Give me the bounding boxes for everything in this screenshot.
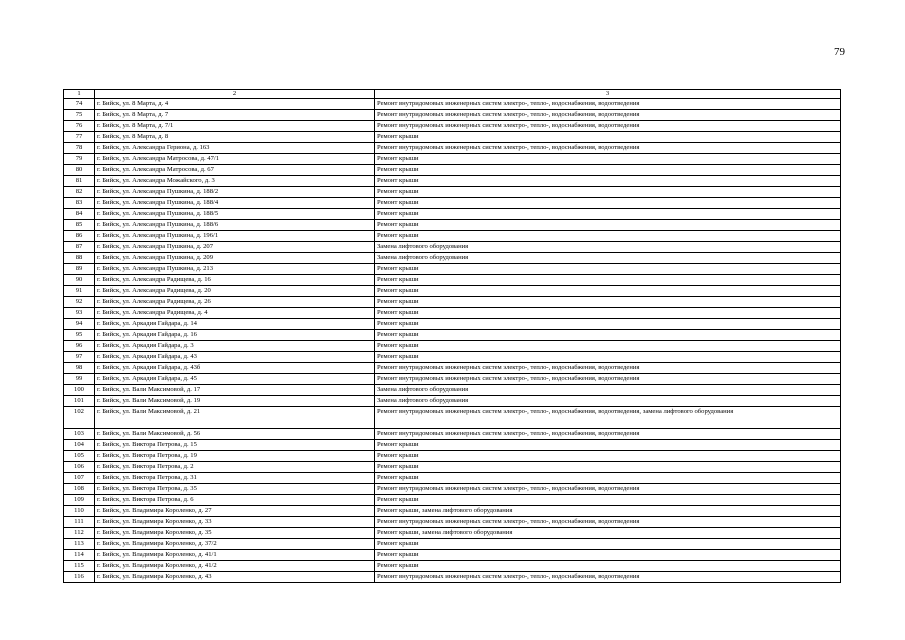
table-row: [64, 506, 841, 517]
address-cell: г. Бийск, ул. Александра Пушкина, д. 188/5: [95, 209, 375, 220]
row-number-cell: 108: [64, 484, 95, 495]
address-cell: г. Бийск, ул. Аркадия Гайдара, д. 3: [95, 341, 375, 352]
row-number-cell: 85: [64, 220, 95, 231]
work-type-cell: Ремонт крыши: [375, 209, 841, 220]
address-cell: г. Бийск, ул. Аркадия Гайдара, д. 45: [95, 374, 375, 385]
address-cell: г. Бийск, ул. Владимира Короленко, д. 33: [95, 517, 375, 528]
row-number-cell: 84: [64, 209, 95, 220]
address-cell: г. Бийск, ул. Александра Матросова, д. 67: [95, 165, 375, 176]
address-cell: г. Бийск, ул. 8 Марта, д. 4: [95, 99, 375, 110]
address-cell: г. Бийск, ул. Аркадия Гайдара, д. 14: [95, 319, 375, 330]
row-number-cell: 102: [64, 407, 95, 429]
table-row: [64, 209, 841, 220]
row-number-cell: 78: [64, 143, 95, 154]
row-number-cell: 92: [64, 297, 95, 308]
table-row: [64, 572, 841, 583]
row-number-cell: 99: [64, 374, 95, 385]
table-row: [64, 286, 841, 297]
table-row: [64, 99, 841, 110]
work-type-cell: Ремонт крыши: [375, 330, 841, 341]
table-row: [64, 110, 841, 121]
address-cell: г. Бийск, ул. Александра Пушкина, д. 188/2: [95, 187, 375, 198]
address-cell: г. Бийск, ул. Александра Пушкина, д. 213: [95, 264, 375, 275]
table-row: [64, 528, 841, 539]
work-type-cell: Ремонт крыши: [375, 341, 841, 352]
work-type-cell: Ремонт крыши: [375, 462, 841, 473]
table-row: [64, 154, 841, 165]
work-type-cell: Ремонт крыши: [375, 297, 841, 308]
table-row: [64, 330, 841, 341]
address-cell: г. Бийск, ул. Александра Радищева, д. 26: [95, 297, 375, 308]
address-cell: г. Бийск, ул. Вали Максимовой, д. 21: [95, 407, 375, 429]
table-row: [64, 187, 841, 198]
table-row: [64, 396, 841, 407]
address-cell: г. Бийск, ул. Владимира Короленко, д. 41/1: [95, 550, 375, 561]
table-row: [64, 231, 841, 242]
address-cell: г. Бийск, ул. Александра Пушкина, д. 209: [95, 253, 375, 264]
row-number-cell: 107: [64, 473, 95, 484]
address-cell: г. Бийск, ул. Виктора Петрова, д. 19: [95, 451, 375, 462]
table-row: [64, 121, 841, 132]
row-number-cell: 98: [64, 363, 95, 374]
table-row: [64, 495, 841, 506]
row-number-cell: 74: [64, 99, 95, 110]
work-type-cell: Ремонт внутридомовых инженерных систем электро-, тепло-, водоснабжения, водоотведения: [375, 110, 841, 121]
table-row: [64, 319, 841, 330]
work-type-cell: Ремонт крыши: [375, 187, 841, 198]
work-type-cell: Ремонт крыши: [375, 220, 841, 231]
table-row: [64, 561, 841, 572]
work-type-cell: Ремонт крыши: [375, 352, 841, 363]
column-header-number: 1: [64, 90, 95, 99]
table-row: [64, 264, 841, 275]
work-type-cell: Ремонт крыши: [375, 275, 841, 286]
address-cell: г. Бийск, ул. 8 Марта, д. 7/1: [95, 121, 375, 132]
address-cell: г. Бийск, ул. Аркадия Гайдара, д. 43: [95, 352, 375, 363]
work-type-cell: Замена лифтового оборудования: [375, 385, 841, 396]
table-row: [64, 440, 841, 451]
row-number-cell: 100: [64, 385, 95, 396]
row-number-cell: 113: [64, 539, 95, 550]
row-number-cell: 109: [64, 495, 95, 506]
table-row: [64, 242, 841, 253]
work-type-cell: Ремонт внутридомовых инженерных систем электро-, тепло-, водоснабжения, водоотведения: [375, 143, 841, 154]
row-number-cell: 75: [64, 110, 95, 121]
address-cell: г. Бийск, ул. Александра Радищева, д. 16: [95, 275, 375, 286]
work-type-cell: Ремонт крыши: [375, 495, 841, 506]
work-type-cell: Ремонт внутридомовых инженерных систем электро-, тепло-, водоснабжения, водоотведения: [375, 517, 841, 528]
work-type-cell: Замена лифтового оборудования: [375, 253, 841, 264]
address-cell: г. Бийск, ул. Александра Гериона, д. 163: [95, 143, 375, 154]
work-type-cell: Ремонт крыши, замена лифтового оборудования: [375, 506, 841, 517]
address-cell: г. Бийск, ул. Аркадия Гайдара, д. 16: [95, 330, 375, 341]
address-cell: г. Бийск, ул. Александра Пушкина, д. 188/4: [95, 198, 375, 209]
table-row: [64, 539, 841, 550]
work-type-cell: Ремонт крыши: [375, 165, 841, 176]
table-header-row: [64, 90, 841, 99]
address-cell: г. Бийск, ул. Владимира Короленко, д. 27: [95, 506, 375, 517]
work-type-cell: Ремонт крыши: [375, 154, 841, 165]
row-number-cell: 97: [64, 352, 95, 363]
work-type-cell: Ремонт крыши: [375, 473, 841, 484]
table-row: [64, 363, 841, 374]
table-row: [64, 198, 841, 209]
address-cell: г. Бийск, ул. Александра Радищева, д. 20: [95, 286, 375, 297]
work-type-cell: Ремонт крыши: [375, 539, 841, 550]
table-row: [64, 517, 841, 528]
address-cell: г. Бийск, ул. Вали Максимовой, д. 56: [95, 429, 375, 440]
table-row: [64, 429, 841, 440]
table-row: [64, 253, 841, 264]
row-number-cell: 114: [64, 550, 95, 561]
table-row: [64, 143, 841, 154]
table-row: [64, 341, 841, 352]
row-number-cell: 79: [64, 154, 95, 165]
address-cell: г. Бийск, ул. Вали Максимовой, д. 19: [95, 396, 375, 407]
table-body: [64, 90, 841, 583]
table-row: [64, 165, 841, 176]
row-number-cell: 103: [64, 429, 95, 440]
address-cell: г. Бийск, ул. 8 Марта, д. 8: [95, 132, 375, 143]
work-type-cell: Ремонт крыши: [375, 319, 841, 330]
work-type-cell: Ремонт внутридомовых инженерных систем электро-, тепло-, водоснабжения, водоотведения: [375, 374, 841, 385]
address-cell: г. Бийск, ул. Владимира Короленко, д. 43: [95, 572, 375, 583]
address-cell: г. Бийск, ул. 8 Марта, д. 7: [95, 110, 375, 121]
table-row: [64, 308, 841, 319]
table-row: [64, 462, 841, 473]
work-type-cell: Ремонт крыши: [375, 308, 841, 319]
row-number-cell: 110: [64, 506, 95, 517]
table-row: [64, 352, 841, 363]
work-type-cell: Ремонт крыши: [375, 561, 841, 572]
work-type-cell: Ремонт крыши: [375, 231, 841, 242]
table-row: [64, 385, 841, 396]
work-type-cell: Ремонт крыши: [375, 264, 841, 275]
row-number-cell: 96: [64, 341, 95, 352]
work-type-cell: Ремонт крыши: [375, 198, 841, 209]
address-cell: г. Бийск, ул. Александра Можайского, д. 3: [95, 176, 375, 187]
table-row: [64, 297, 841, 308]
table-row: [64, 374, 841, 385]
work-type-cell: Ремонт крыши: [375, 451, 841, 462]
work-type-cell: Ремонт крыши: [375, 286, 841, 297]
address-cell: г. Бийск, ул. Александра Матросова, д. 47/1: [95, 154, 375, 165]
work-type-cell: Ремонт крыши: [375, 440, 841, 451]
table-row: [64, 176, 841, 187]
table-row: [64, 275, 841, 286]
work-type-cell: Ремонт внутридомовых инженерных систем электро-, тепло-, водоснабжения, водоотведения: [375, 572, 841, 583]
row-number-cell: 81: [64, 176, 95, 187]
work-type-cell: Замена лифтового оборудования: [375, 396, 841, 407]
table-row: [64, 473, 841, 484]
work-type-cell: Ремонт крыши, замена лифтового оборудования: [375, 528, 841, 539]
table-row: [64, 451, 841, 462]
column-header-work: 3: [375, 90, 841, 99]
row-number-cell: 101: [64, 396, 95, 407]
address-cell: г. Бийск, ул. Александра Пушкина, д. 196/1: [95, 231, 375, 242]
row-number-cell: 80: [64, 165, 95, 176]
work-type-cell: Ремонт внутридомовых инженерных систем электро-, тепло-, водоснабжения, водоотведения: [375, 363, 841, 374]
address-cell: г. Бийск, ул. Аркадия Гайдара, д. 43б: [95, 363, 375, 374]
repair-register-table: [63, 89, 841, 583]
row-number-cell: 105: [64, 451, 95, 462]
row-number-cell: 86: [64, 231, 95, 242]
row-number-cell: 83: [64, 198, 95, 209]
table-row: [64, 550, 841, 561]
row-number-cell: 95: [64, 330, 95, 341]
row-number-cell: 94: [64, 319, 95, 330]
address-cell: г. Бийск, ул. Виктора Петрова, д. 15: [95, 440, 375, 451]
row-number-cell: 77: [64, 132, 95, 143]
table-row: [64, 220, 841, 231]
work-type-cell: Ремонт крыши: [375, 176, 841, 187]
row-number-cell: 93: [64, 308, 95, 319]
row-number-cell: 89: [64, 264, 95, 275]
table-row: [64, 132, 841, 143]
row-number-cell: 104: [64, 440, 95, 451]
address-cell: г. Бийск, ул. Владимира Короленко, д. 37/2: [95, 539, 375, 550]
page-number: 79: [834, 46, 845, 58]
row-number-cell: 111: [64, 517, 95, 528]
address-cell: г. Бийск, ул. Владимира Короленко, д. 35: [95, 528, 375, 539]
row-number-cell: 112: [64, 528, 95, 539]
address-cell: г. Бийск, ул. Виктора Петрова, д. 6: [95, 495, 375, 506]
work-type-cell: Ремонт крыши: [375, 132, 841, 143]
row-number-cell: 91: [64, 286, 95, 297]
column-header-address: 2: [95, 90, 375, 99]
table-row: [64, 407, 841, 429]
work-type-cell: Ремонт внутридомовых инженерных систем электро-, тепло-, водоснабжения, водоотведения: [375, 484, 841, 495]
work-type-cell: Ремонт внутридомовых инженерных систем электро-, тепло-, водоснабжения, водоотведения: [375, 121, 841, 132]
row-number-cell: 90: [64, 275, 95, 286]
address-cell: г. Бийск, ул. Александра Пушкина, д. 188/6: [95, 220, 375, 231]
row-number-cell: 116: [64, 572, 95, 583]
row-number-cell: 82: [64, 187, 95, 198]
table-row: [64, 484, 841, 495]
work-type-cell: Ремонт крыши: [375, 550, 841, 561]
work-type-cell: Ремонт внутридомовых инженерных систем электро-, тепло-, водоснабжения, водоотведения, замена лифтового оборудования: [375, 407, 841, 429]
work-type-cell: Ремонт внутридомовых инженерных систем электро-, тепло-, водоснабжения, водоотведения: [375, 99, 841, 110]
address-cell: г. Бийск, ул. Вали Максимовой, д. 17: [95, 385, 375, 396]
address-cell: г. Бийск, ул. Виктора Петрова, д. 35: [95, 484, 375, 495]
row-number-cell: 88: [64, 253, 95, 264]
row-number-cell: 76: [64, 121, 95, 132]
address-cell: г. Бийск, ул. Виктора Петрова, д. 31: [95, 473, 375, 484]
work-type-cell: Замена лифтового оборудования: [375, 242, 841, 253]
address-cell: г. Бийск, ул. Владимира Короленко, д. 41/2: [95, 561, 375, 572]
row-number-cell: 106: [64, 462, 95, 473]
address-cell: г. Бийск, ул. Александра Радищева, д. 4: [95, 308, 375, 319]
address-cell: г. Бийск, ул. Александра Пушкина, д. 207: [95, 242, 375, 253]
row-number-cell: 87: [64, 242, 95, 253]
address-cell: г. Бийск, ул. Виктора Петрова, д. 2: [95, 462, 375, 473]
row-number-cell: 115: [64, 561, 95, 572]
work-type-cell: Ремонт внутридомовых инженерных систем электро-, тепло-, водоснабжения, водоотведения: [375, 429, 841, 440]
